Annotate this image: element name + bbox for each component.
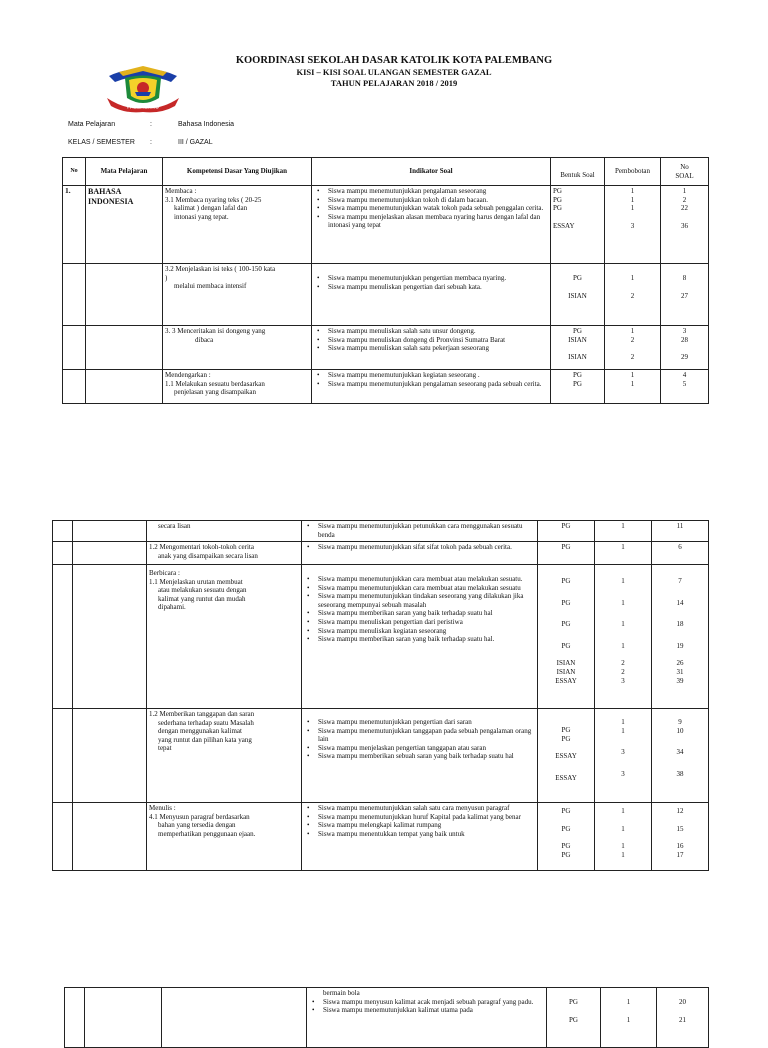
- bobot-cell: 1 2 2: [605, 326, 661, 370]
- list-item: • Siswa mampu menemutunjukkan kegiatan seseorang .: [328, 371, 548, 380]
- bobot-cell: 1 1 1 3: [605, 186, 661, 264]
- list-item: • Siswa mampu menuliskan dongeng di Pronvinsi Sumatra Barat: [328, 336, 548, 345]
- list-item: • Siswa mampu menjelaskan alasan membaca nyaring harus dengan lafal dan intonasi yang tepat: [328, 213, 548, 230]
- indikator-cell: [312, 186, 551, 264]
- list-item: • Siswa mampu menuliskan salah satu unsur dongeng.: [328, 327, 548, 336]
- bobot-cell: 1 1: [601, 988, 657, 1048]
- doc-subtitle: KISI – KISI SOAL ULANGAN SEMESTER GAZAL: [296, 67, 492, 77]
- bentuk-cell: PG PG: [551, 370, 605, 404]
- kisi-table-2: [52, 520, 709, 871]
- table-row: [65, 988, 709, 1048]
- list-item: • Siswa mampu menemutunjukkan cara membuat atau melakukan sesuatu: [318, 584, 535, 593]
- list-item: • Siswa mampu menemutunjukkan petunukkan cara menggunakan sesuatu benda: [318, 522, 535, 539]
- subject-label: Mata Pelajaran: [68, 121, 116, 128]
- table-row: [63, 326, 709, 370]
- row-number: 1.: [63, 186, 86, 264]
- table-row: [53, 565, 709, 709]
- nosoal-cell: 8 27: [661, 264, 709, 326]
- subject-name: BAHASA INDONESIA: [86, 186, 163, 264]
- col-no: No: [63, 158, 86, 186]
- list-item: • Siswa mampu menuliskan kegiatan seseorang: [318, 627, 535, 636]
- doc-title: KOORDINASI SEKOLAH DASAR KATOLIK KOTA PALEMBANG: [235, 55, 553, 66]
- bentuk-cell: PG PG PG PG ISIAN ISIAN ESSAY: [538, 565, 595, 709]
- school-logo-icon: [105, 62, 181, 114]
- table-row: [53, 521, 709, 542]
- bentuk-cell: PG ISIAN: [551, 264, 605, 326]
- nosoal-cell: 12 15 16 17: [652, 803, 709, 871]
- kd-cell: Membaca : 3.1 Membaca nyaring teks ( 20-25 kalimat ) dengan lafal dan intonasi yang tepat.: [163, 186, 312, 264]
- bobot-cell: 1: [595, 521, 652, 542]
- table-row: [53, 803, 709, 871]
- list-item: • Siswa mampu menemutunjukkan tanggapan pada sebuah pengalaman orang lain: [318, 727, 535, 744]
- col-mapel: Mata Pelajaran: [86, 158, 163, 186]
- list-item: • Siswa mampu menuliskan pengertian dari peristiwa: [318, 618, 535, 627]
- kd-cell: Berbicara : 1.1 Menjelaskan urutan membuat atau melakukan sesuatu dengan kalimat yang runtut dan mudah dipahami.: [147, 565, 302, 709]
- col-bentuk: Bentuk Soal: [551, 158, 605, 186]
- list-item: • Siswa mampu memberikan sebuah saran yang baik terhadap suatu hal: [318, 752, 535, 761]
- col-bobot: Pembobotan: [605, 158, 661, 186]
- table-row: [53, 709, 709, 803]
- class-label: KELAS / SEMESTER: [68, 139, 135, 146]
- bentuk-cell: PG ISIAN ISIAN: [551, 326, 605, 370]
- nosoal-cell: 11: [652, 521, 709, 542]
- list-item: • Siswa mampu menemutunjukkan pengertian dari saran: [318, 718, 535, 727]
- indikator-cell: [302, 521, 538, 542]
- bobot-cell: 1: [595, 542, 652, 565]
- subject-sep: :: [150, 121, 152, 128]
- doc-year: TAHUN PELAJARAN 2018 / 2019: [330, 78, 458, 88]
- list-item: • Siswa mampu menemutunjukkan watak tokoh pada sebuah penggalan cerita.: [328, 204, 548, 213]
- table-row: [63, 264, 709, 326]
- bentuk-cell: PG: [538, 521, 595, 542]
- kd-cell: secara lisan: [147, 521, 302, 542]
- indikator-cell: [312, 326, 551, 370]
- indikator-cell: [312, 370, 551, 404]
- list-item: • Siswa mampu menemutunjukkan salah satu cara menyusun paragraf: [318, 804, 535, 813]
- list-item: • Siswa mampu menentukkan tempat yang baik untuk: [318, 830, 535, 839]
- col-kd: Kompetensi Dasar Yang Diujikan: [163, 158, 312, 186]
- table-row: [53, 542, 709, 565]
- indikator-cell: [302, 565, 538, 709]
- bentuk-cell: PG: [538, 542, 595, 565]
- table-row: [63, 186, 709, 264]
- nosoal-cell: 3 28 29: [661, 326, 709, 370]
- list-item: • Siswa mampu memberikan saran yang baik terhadap suatu hal.: [318, 635, 535, 644]
- bobot-cell: 1 1 3 3: [595, 709, 652, 803]
- indikator-cell: [312, 264, 551, 326]
- nosoal-cell: 20 21: [657, 988, 709, 1048]
- nosoal-cell: 4 5: [661, 370, 709, 404]
- logo-banner-text: PALEMBANG: [127, 104, 159, 111]
- list-item: • Siswa mampu menemutunjukkan pengalaman seseorang pada sebuah cerita.: [328, 380, 548, 389]
- kisi-table-1: [62, 157, 709, 404]
- kd-cell: Mendengarkan : 1.1 Melakukan sesuatu berdasarkan penjelasan yang disampaikan: [163, 370, 312, 404]
- nosoal-cell: 1 2 22 36: [661, 186, 709, 264]
- list-item: • Siswa mampu menemutunjukkan sifat sifat tokoh pada sebuah cerita.: [318, 543, 535, 552]
- bobot-cell: 1 1: [605, 370, 661, 404]
- kisi-table-3: [64, 987, 709, 1048]
- kd-cell: Menulis : 4.1 Menyusun paragraf berdasarkan bahan yang tersedia dengan memperhatikan penggunaan ejaan.: [147, 803, 302, 871]
- list-item: • Siswa mampu menemutunjukkan kalimat utama pada: [323, 1006, 544, 1015]
- list-item: • Siswa mampu menemutunjukkan tindakan seseorang yang dilakukan jika seseorang mempunyai sebuah masalah: [318, 592, 535, 609]
- class-sep: :: [150, 139, 152, 146]
- list-item: • Siswa mampu menyusun kalimat acak menjadi sebuah paragraf yang padu.: [323, 998, 544, 1007]
- subject-value: Bahasa Indonesia: [178, 121, 235, 128]
- table-row: [63, 370, 709, 404]
- col-nosoal: No SOAL: [661, 158, 709, 186]
- bentuk-cell: PG PG PG ESSAY: [551, 186, 605, 264]
- nosoal-cell: 9 10 34 38: [652, 709, 709, 803]
- list-item: • Siswa mampu menuliskan pengertian dari sebuah kata.: [328, 283, 548, 292]
- bobot-cell: 1 1 1 1 2 2 3: [595, 565, 652, 709]
- indikator-cell: bermain bola • Siswa mampu menyusun kalimat acak menjadi sebuah paragraf yang padu. • Siswa mampu menemutunjukkan kalimat utama pada: [307, 988, 547, 1048]
- list-item: • Siswa mampu menemutunjukkan cara membuat atau melakukan sesuatu.: [318, 575, 535, 584]
- indikator-cell: [302, 709, 538, 803]
- col-indikator: Indikator Soal: [312, 158, 551, 186]
- nosoal-cell: 6: [652, 542, 709, 565]
- indikator-cell: [302, 542, 538, 565]
- bentuk-cell: PG PG: [547, 988, 601, 1048]
- kd-cell: 1.2 Mengomentari tokoh-tokoh cerita anak yang disampaikan secara lisan: [147, 542, 302, 565]
- list-item: • Siswa mampu menemutunjukkan tokoh di dalam bacaan.: [328, 196, 548, 205]
- nosoal-cell: 7 14 18 19 26 31 39: [652, 565, 709, 709]
- kd-cell: 1.2 Memberikan tanggapan dan saran sederhana terhadap suatu Masalah dengan menggunakan kalimat yang runtut dan pilihan kata yang tepat: [147, 709, 302, 803]
- bentuk-cell: PG PG PG PG: [538, 803, 595, 871]
- list-item: • Siswa mampu menemutunjukkan huruf Kapital pada kalimat yang benar: [318, 813, 535, 822]
- class-value: III / GAZAL: [178, 139, 213, 146]
- bobot-cell: 1 2: [605, 264, 661, 326]
- indikator-cell: [302, 803, 538, 871]
- list-item: • Siswa mampu menjelaskan pengertian tanggapan atau saran: [318, 744, 535, 753]
- list-item: • Siswa mampu menuliskan salah satu pekerjaan seseorang: [328, 344, 548, 353]
- list-item: • Siswa mampu menemutunjukkan pengalaman seseorang: [328, 187, 548, 196]
- list-item: • Siswa mampu melengkapi kalimat rumpang: [318, 821, 535, 830]
- list-item: • Siswa mampu memberikan saran yang baik terhadap suatu hal: [318, 609, 535, 618]
- list-item: • Siswa mampu menemutunjukkan pengertian membaca nyaring.: [328, 274, 548, 283]
- bobot-cell: 1 1 1 1: [595, 803, 652, 871]
- bentuk-cell: PG PG ESSAY ESSAY: [538, 709, 595, 803]
- kd-cell: 3.2 Menjelaskan isi teks ( 100-150 kata ) melalui membaca intensif: [163, 264, 312, 326]
- table-header-row: [63, 158, 709, 186]
- kd-cell: 3. 3 Menceritakan isi dongeng yang dibaca: [163, 326, 312, 370]
